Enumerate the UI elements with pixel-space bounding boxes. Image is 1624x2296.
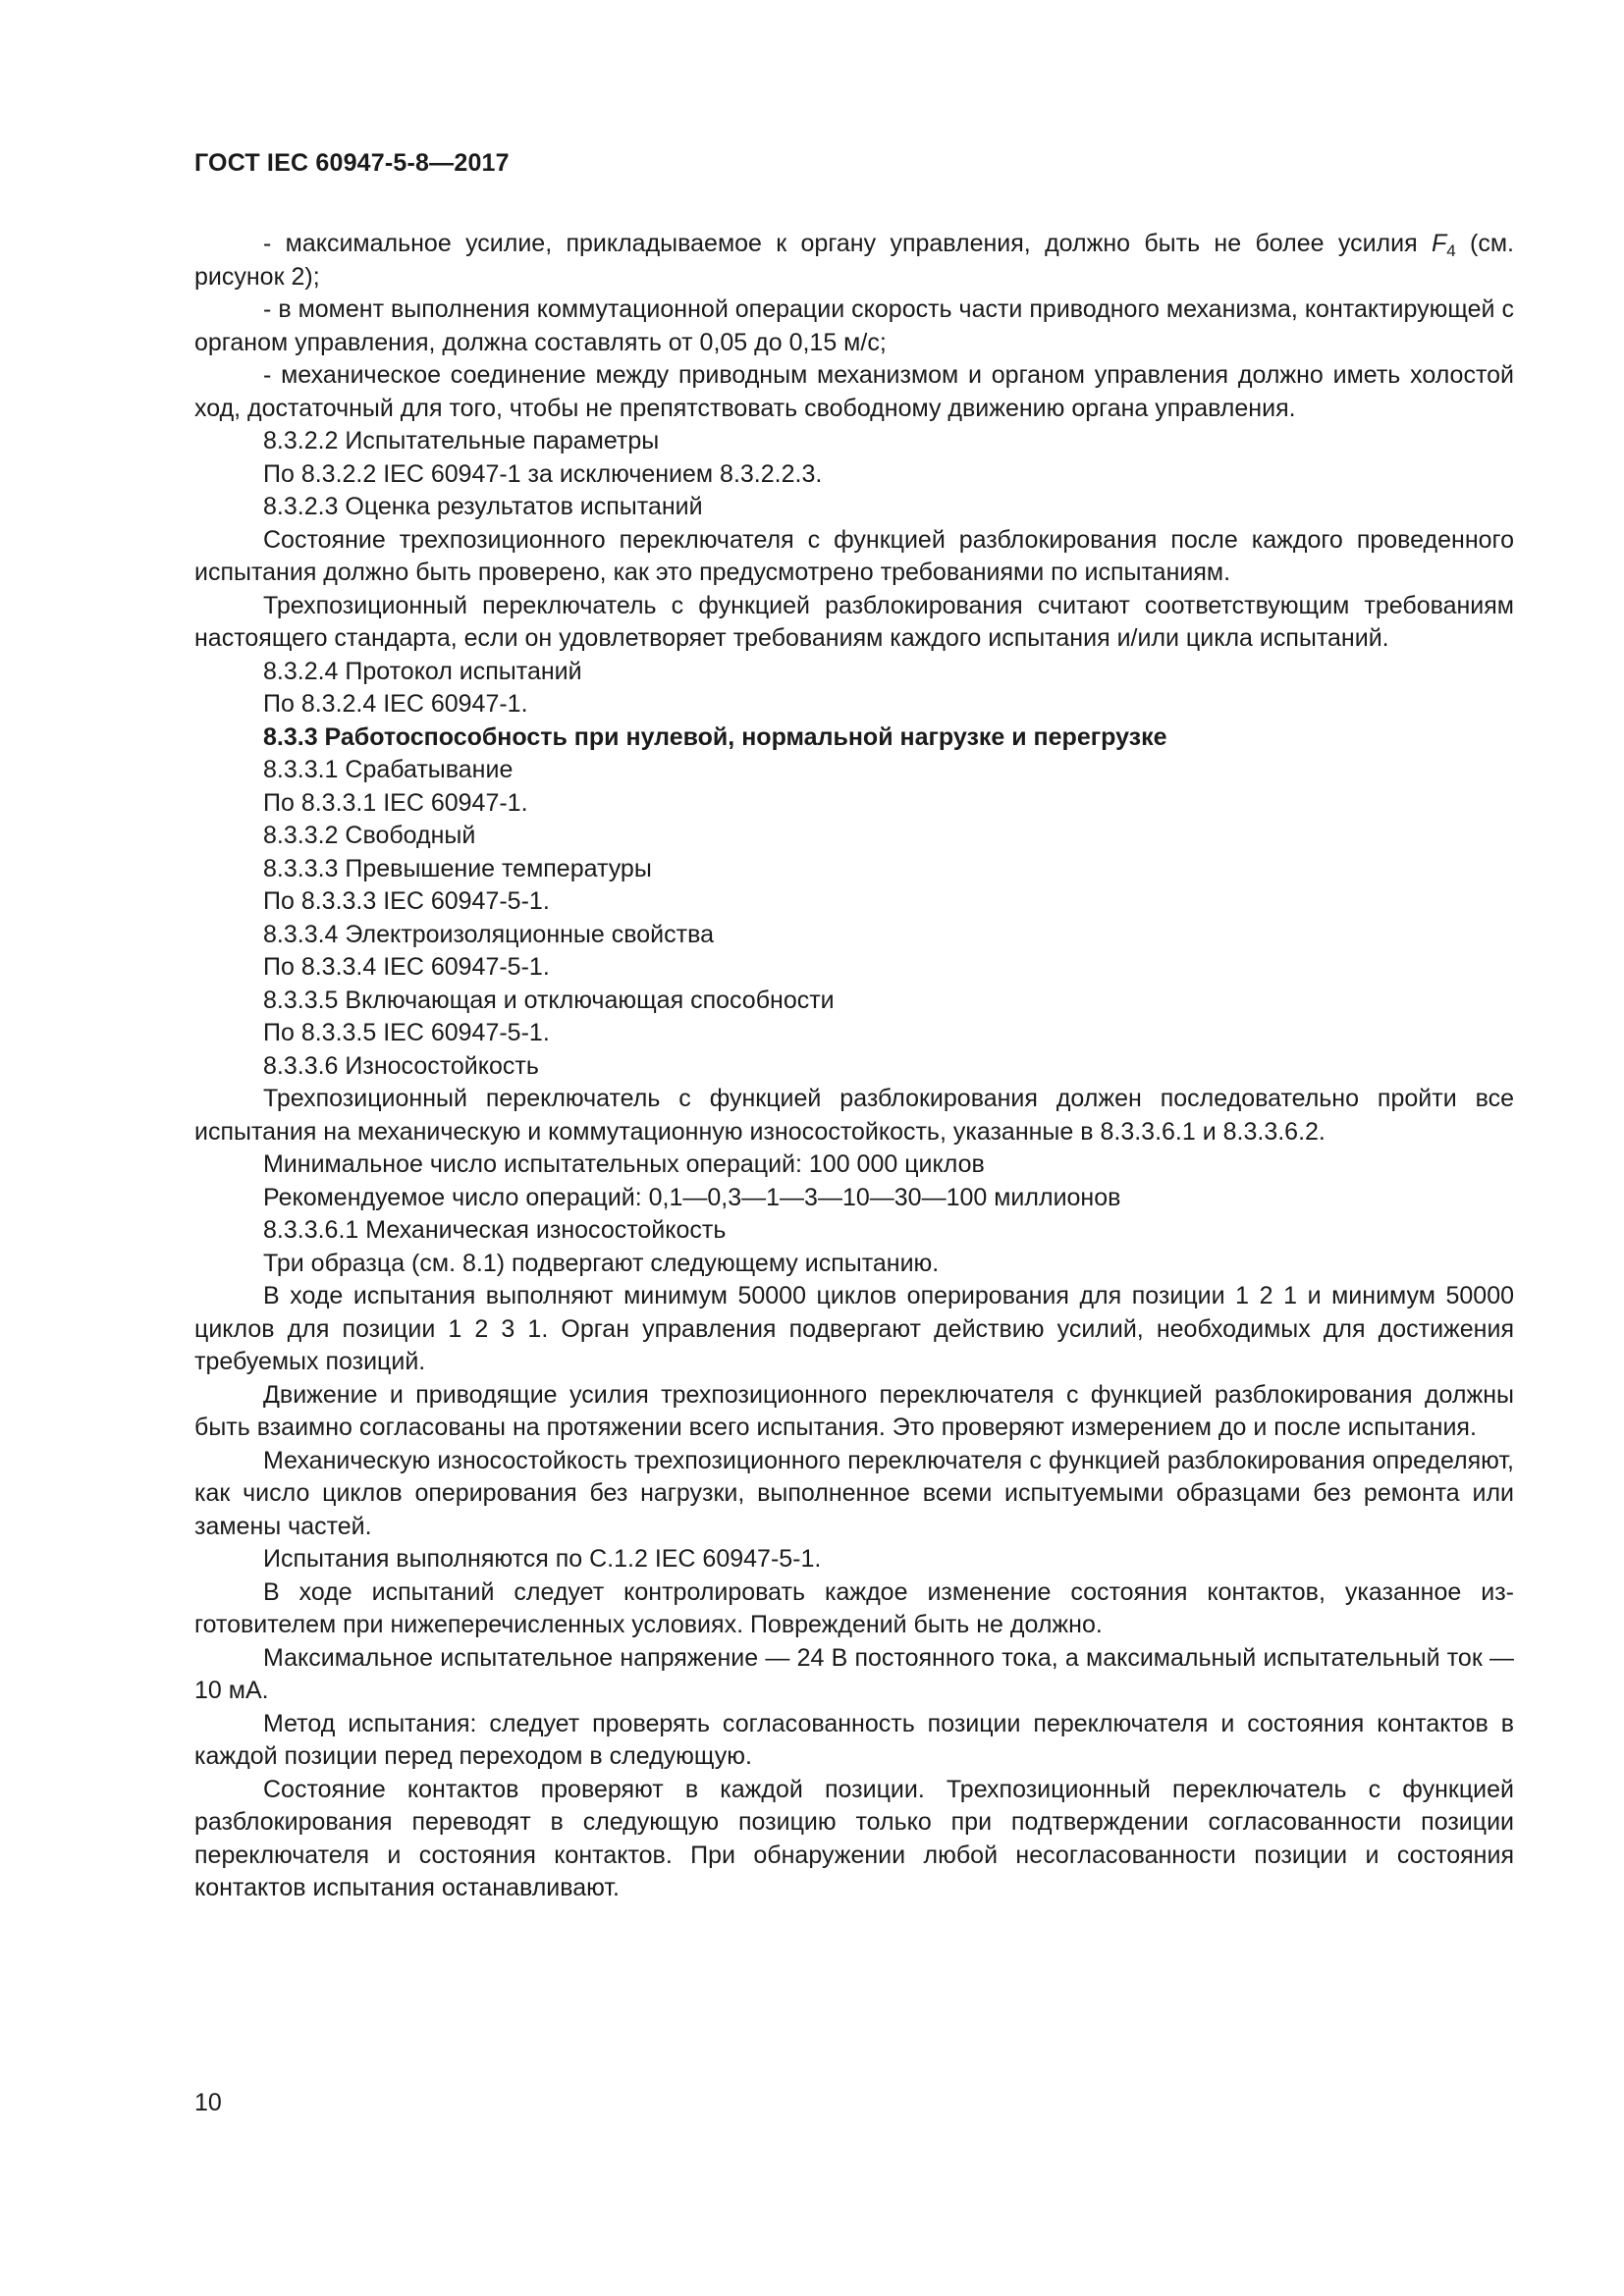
page-number: 10 xyxy=(194,2089,222,2116)
section-heading: 8.3.3.4 Электроизоляционные свойства xyxy=(263,920,714,948)
section-heading: 8.3.3.2 Свободный xyxy=(263,822,476,849)
standard-header: ГОСТ IEC 60947-5-8—2017 xyxy=(194,149,510,177)
paragraph: По 8.3.3.1 IEC 60947-1. xyxy=(263,788,528,817)
paragraph: Состояние контактов проверяют в каждой позиции. Трехпозиционный переключатель с функцией разблокирования переводят в следующую позицию только при подтверждении согласованности позиции переключателя и состояния контактов. При обнаружении любой несогласованности позиции и состояния контактов испытания останавливают. xyxy=(194,1775,1514,1901)
section-heading: 8.3.2.4 Протокол испытаний xyxy=(263,657,582,685)
paragraph: Рекомендуемое число операций: 0,1—0,3—1—3—10—30—100 миллионов xyxy=(263,1183,1121,1211)
paragraph: По 8.3.3.5 IEC 60947-5-1. xyxy=(263,1019,550,1046)
paragraph: По 8.3.2.2 IEC 60947-1 за исключением 8.3.2.2.3. xyxy=(263,459,823,488)
paragraph: Метод испытания: следует проверять согласованность позиции переключателя и состояния контактов в каждой позиции перед переходом в следующую. xyxy=(194,1709,1514,1770)
paragraph: В ходе испытаний следует контролировать каждое изменение состояния контактов, указанное изготовителем при нижеперечисленных условиях. Повреждений быть не должно. xyxy=(194,1577,1514,1638)
section-heading: 8.3.3.1 Срабатывание xyxy=(263,756,514,783)
section-heading: 8.3.2.2 Испытательные параметры xyxy=(263,427,660,454)
paragraph: По 8.3.3.4 IEC 60947-5-1. xyxy=(263,953,550,981)
section-heading: 8.3.3.6 Износостойкость xyxy=(263,1051,539,1080)
paragraph: Максимальное испытательное напряжение — 24 В постоянного тока, а максимальный испытательный ток — 10 мА. xyxy=(194,1643,1514,1704)
paragraph: По 8.3.3.3 IEC 60947-5-1. xyxy=(263,887,550,915)
paragraph-text: (см. рисунок 2); xyxy=(194,230,1515,291)
paragraph: Состояние трехпозиционного переключателя с функцией разблокирования после каждого проведенного испытания должно быть проверено, как это предусмотрено требованиями по испытаниям. xyxy=(194,525,1514,586)
section-heading: 8.3.3.6.1 Механическая износостойкость xyxy=(263,1216,727,1244)
paragraph-max-force xyxy=(194,228,1514,294)
paragraph: Трехпозиционный переключатель с функцией разблокирования должен последовательно пройти все испытания на механическую и коммутационную износостойкость, указанные в 8.3.3.6.1 и 8.3.3.6.2. xyxy=(194,1085,1514,1146)
section-heading: 8.3.3.3 Превышение температуры xyxy=(263,854,652,882)
paragraph: В ходе испытания выполняют минимум 50000 циклов оперирования для позиции 1 2 1 и минимум 50000 циклов для позиции 1 2 3 1. Орган управления подвергают действию усилий, необходимых для достижения требуемых позиций. xyxy=(194,1282,1514,1375)
paragraph-text: - максимальное усилие, прикладываемое к органу управления, должно быть не более усилия xyxy=(263,230,1432,257)
paragraph: Три образца (см. 8.1) подвергают следующему испытанию. xyxy=(263,1249,940,1277)
paragraph: Минимальное число испытательных операций: 100 000 циклов xyxy=(263,1150,985,1178)
paragraph: Движение и приводящие усилия трехпозиционного переключателя с функцией разблокирования должны быть взаимно согласованы на протяжении всего испытания. Это проверяют измерением до и после испытания. xyxy=(194,1380,1514,1441)
section-heading: 8.3.2.3 Оценка результатов испытаний xyxy=(263,493,703,520)
paragraph: Механическую износостойкость трехпозиционного переключателя с функцией разблокирования определяют, как число циклов оперирования без нагрузки, выполненное всеми испытуемыми образцами без ремонта или замены частей. xyxy=(194,1446,1514,1540)
paragraph: - в момент выполнения коммутационной операции скорость части приводного механизма, контактирующей с органом управления, должна составлять от 0,05 до 0,15 м/с; xyxy=(194,295,1514,356)
paragraph: - механическое соединение между приводным механизмом и органом управления должно иметь холостой ход, достаточный для того, чтобы не препятствовать свободному движению органа управления. xyxy=(194,361,1514,422)
paragraph: По 8.3.2.4 IEC 60947-1. xyxy=(263,690,528,718)
force-subscript: 4 xyxy=(1446,241,1456,260)
paragraph: Трехпозиционный переключатель с функцией разблокирования считают соответствующим требованиям настоящего стандарта, если он удовлетворяет требованиям каждого испытания и/или цикла испытаний. xyxy=(194,591,1514,652)
paragraph: Испытания выполняются по С.1.2 IEC 60947-5-1. xyxy=(263,1545,822,1573)
section-heading: 8.3.3.5 Включающая и отключающая способности xyxy=(263,986,835,1014)
section-heading-bold: 8.3.3 Работоспособность при нулевой, нормальной нагрузке и перегрузке xyxy=(263,722,1167,751)
body-text xyxy=(194,228,1514,1905)
force-symbol: F xyxy=(1431,230,1447,257)
